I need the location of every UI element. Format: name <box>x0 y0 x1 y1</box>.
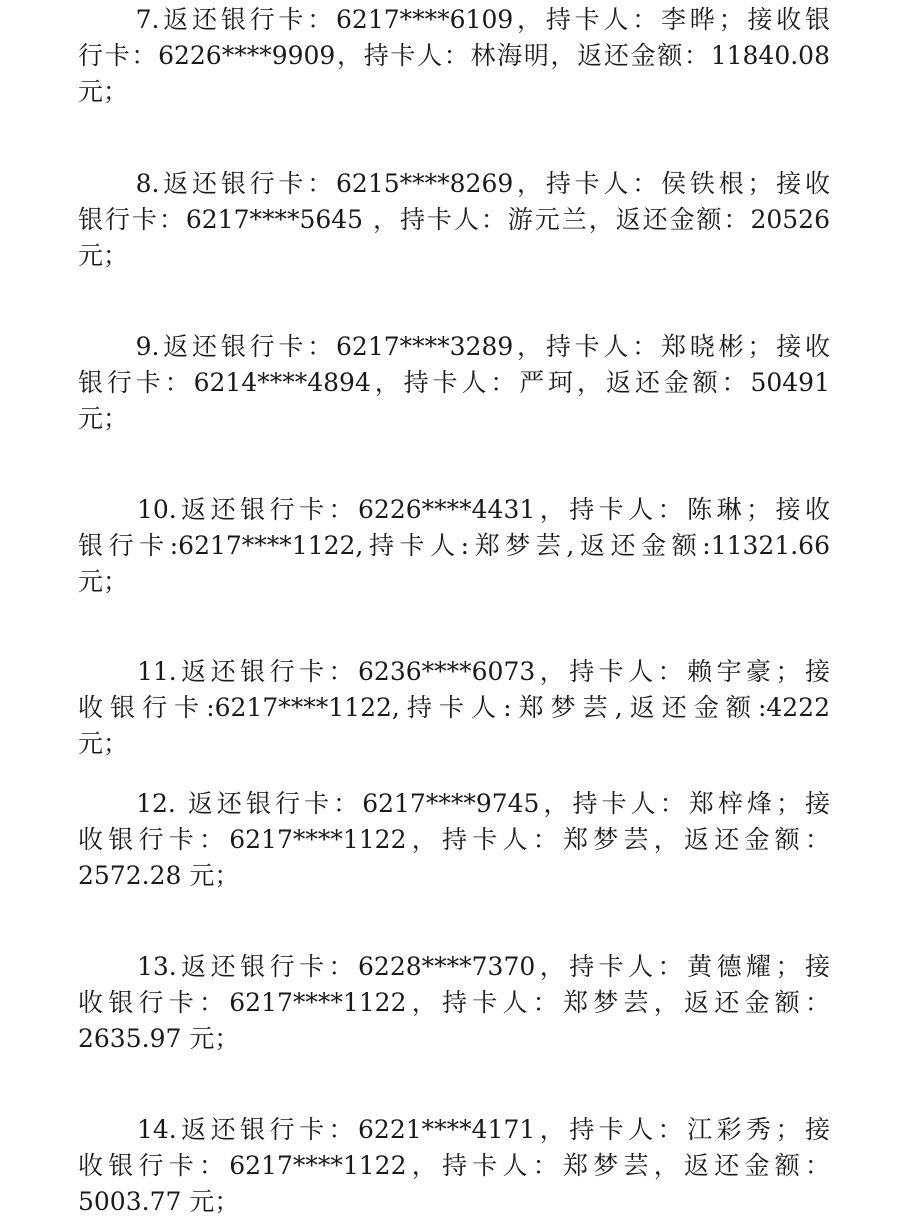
entry-line: 收银行卡:6217****1122,持卡人:郑梦芸,返还金额:4222 <box>78 693 830 722</box>
refund-entry-13 <box>78 949 830 1057</box>
entry-line: 元； <box>78 241 129 270</box>
entry-line: 银行卡：6214****4894，持卡人：严珂，返还金额：50491 <box>78 368 830 397</box>
entry-line: 银行卡：6217****5645 ，持卡人：游元兰，返还金额：20526 <box>78 205 830 234</box>
refund-entry-11 <box>78 654 830 762</box>
entry-line: 元； <box>78 77 129 106</box>
entry-line: 11.返还银行卡：6236****6073，持卡人：赖宇豪；接 <box>78 657 830 686</box>
refund-entry-12 <box>78 786 830 894</box>
entry-line: 9.返还银行卡：6217****3289，持卡人：郑晓彬；接收 <box>78 332 830 361</box>
entry-line: 收银行卡：6217****1122，持卡人：郑梦芸，返还金额： <box>78 825 830 854</box>
entry-line: 2635.97 元； <box>78 1024 240 1053</box>
entry-line: 14.返还银行卡：6221****4171，持卡人：江彩秀；接 <box>78 1115 830 1144</box>
entry-line: 10.返还银行卡：6226****4431，持卡人：陈琳；接收 <box>78 495 830 524</box>
refund-entry-9 <box>78 329 830 437</box>
refund-entry-7 <box>78 2 830 110</box>
entry-line: 13.返还银行卡：6228****7370，持卡人：黄德耀；接 <box>78 952 830 981</box>
entry-line: 元； <box>78 404 129 433</box>
entry-line: 元； <box>78 729 129 758</box>
entry-line: 收银行卡：6217****1122，持卡人：郑梦芸，返还金额： <box>78 988 830 1017</box>
entry-line: 7.返还银行卡：6217****6109，持卡人：李晔；接收银 <box>78 5 830 34</box>
refund-entry-14 <box>78 1112 830 1220</box>
entry-line: 行卡：6226****9909，持卡人：林海明，返还金额：11840.08 <box>78 41 830 70</box>
refund-entry-10 <box>78 492 830 600</box>
entry-line: 2572.28 元； <box>78 861 240 890</box>
entry-line: 元； <box>78 567 129 596</box>
entry-line: 8.返还银行卡：6215****8269，持卡人：侯铁根；接收 <box>78 169 830 198</box>
refund-entry-8 <box>78 166 830 274</box>
entry-line: 12. 返还银行卡：6217****9745，持卡人：郑梓烽；接 <box>78 789 830 818</box>
entry-line: 5003.77 元； <box>78 1187 240 1216</box>
entry-line: 银行卡:6217****1122,持卡人:郑梦芸,返还金额:11321.66 <box>78 531 830 560</box>
entry-line: 收银行卡：6217****1122，持卡人：郑梦芸，返还金额： <box>78 1151 830 1180</box>
